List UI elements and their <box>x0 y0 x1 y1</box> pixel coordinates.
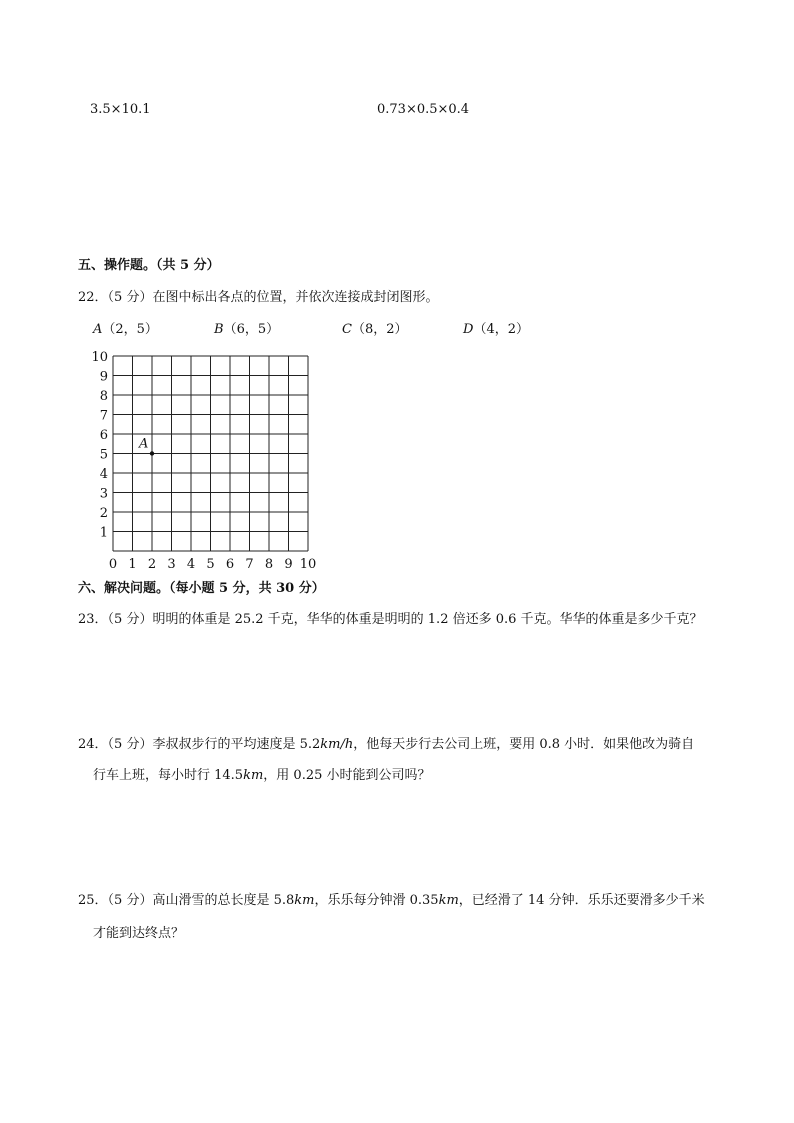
y-tick-label: 8 <box>99 389 108 404</box>
y-tick-label: 3 <box>99 486 108 502</box>
x-tick-label: 5 <box>206 557 215 572</box>
point-label-c: C（8，2） <box>342 322 408 337</box>
y-tick-label: 5 <box>99 447 108 463</box>
y-tick-label: 6 <box>99 428 108 443</box>
grid-point-label: A <box>139 436 149 452</box>
x-tick-label: 1 <box>128 557 137 572</box>
x-tick-label: 0 <box>108 557 118 572</box>
question-23-text: 23．（5 分）明明的体重是 25.2 千克，华华的体重是明明的 1.2 倍还多 0.6 千克。华华的体重是多少千克？ <box>78 612 703 627</box>
y-tick-label: 2 <box>99 506 108 521</box>
question-24-line-2: 行车上班，每小时行 14.5km，用 0.25 小时能到公司吗？ <box>93 768 431 783</box>
y-tick-label: 9 <box>99 369 108 385</box>
grid-point <box>150 451 154 455</box>
question-24-line-1: 24．（5 分）李叔叔步行的平均速度是 5.2km/h，他每天步行去公司上班，要用 0.8 小时．如果他改为骑自 <box>78 737 695 752</box>
section-six-heading: 六、解决问题。（每小题 5 分，共 30 分） <box>78 581 325 596</box>
x-tick-label: 2 <box>147 557 157 572</box>
point-label-b: B（6，5） <box>214 322 280 337</box>
grid-tick-labels <box>91 350 316 572</box>
y-tick-label: 4 <box>99 467 108 482</box>
section-five-heading: 五、操作题。（共 5 分） <box>78 258 220 273</box>
question-25-line-1: 25．（5 分）高山滑雪的总长度是 5.8km，乐乐每分钟滑 0.35km，已经滑了 14 分钟．乐乐还要滑多少千米 <box>78 893 705 908</box>
y-tick-label: 7 <box>99 408 108 424</box>
x-tick-label: 6 <box>225 557 235 572</box>
x-tick-label: 9 <box>284 557 293 572</box>
calc-expression-b: 0.73×0.5×0.4 <box>377 102 470 117</box>
grid-lines <box>113 356 308 551</box>
question-25-line-2: 才能到达终点？ <box>93 926 185 941</box>
x-tick-label: 3 <box>167 557 176 572</box>
x-tick-label: 4 <box>186 557 196 572</box>
point-label-d: D（4，2） <box>463 322 529 337</box>
x-tick-label: 8 <box>264 557 274 572</box>
x-tick-label: 7 <box>245 557 254 572</box>
x-tick-label: 10 <box>299 557 317 572</box>
question-22-text: 22．（5 分）在图中标出各点的位置，并依次连接成封闭图形。 <box>78 290 439 305</box>
calc-expression-a: 3.5×10.1 <box>90 102 151 117</box>
y-tick-label: 10 <box>91 350 108 365</box>
point-label-a: A（2，5） <box>93 322 158 337</box>
y-tick-label: 1 <box>99 525 108 541</box>
